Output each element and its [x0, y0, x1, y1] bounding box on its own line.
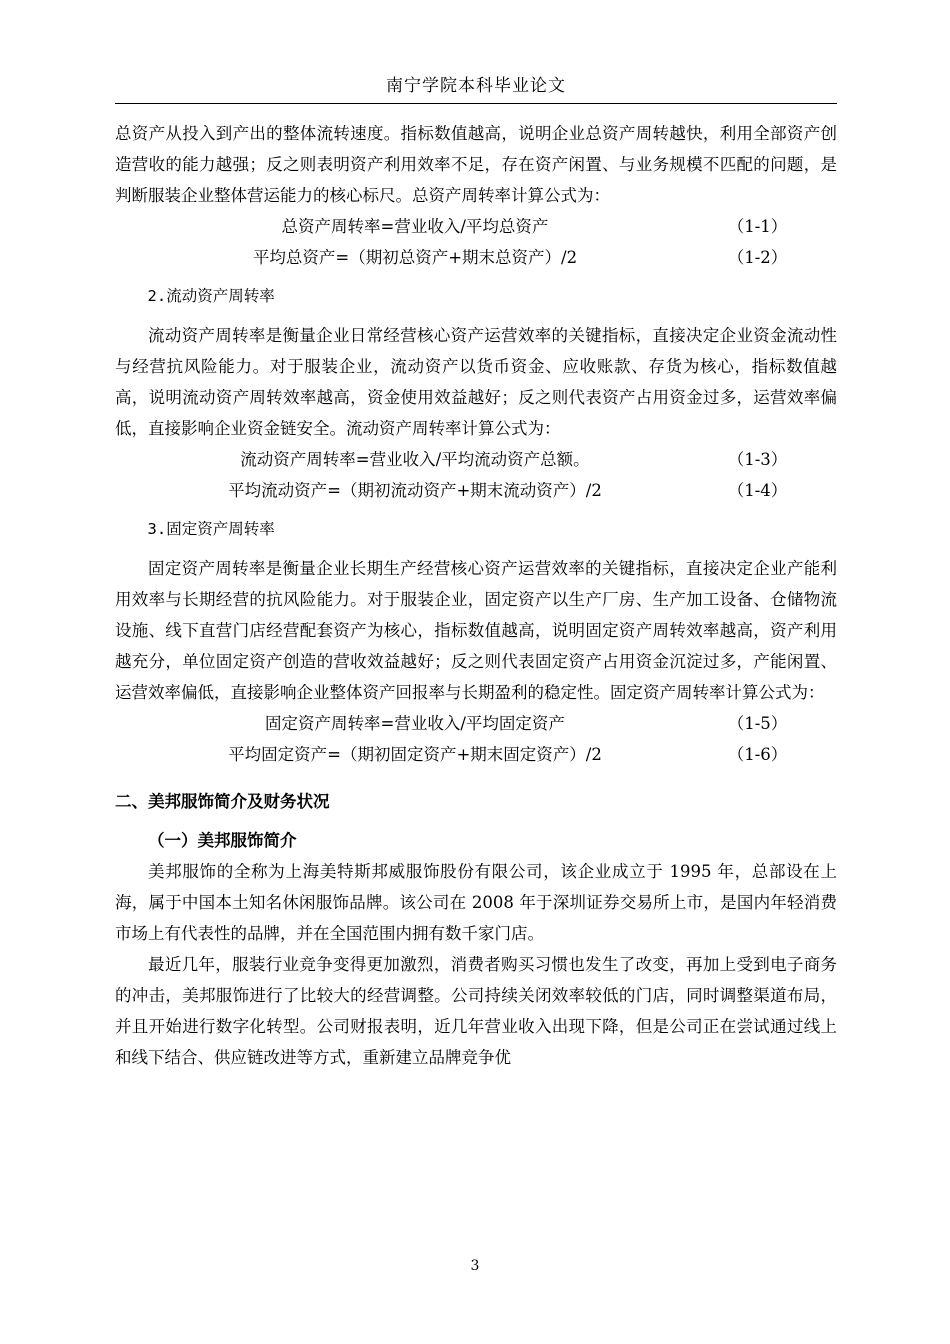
page-number: 3	[470, 1258, 480, 1274]
section-title: 二、美邦服饰简介及财务状况	[115, 792, 330, 811]
paragraph-total-asset-turnover: 总资产从投入到产出的整体流转速度。指标数值越高，说明企业总资产周转越快，利用全部资产创造营收的能力越强；反之则表明资产利用效率不足，存在资产闲置、与业务规模不匹配的问题，是判断服装企业整体营运能力的核心标尺。总资产周转率计算公式为：	[115, 124, 837, 205]
running-header: 南宁学院本科毕业论文	[386, 76, 566, 96]
formula-1-1	[115, 211, 837, 242]
formula-number: （1-2）	[727, 248, 788, 267]
subsection-title: （一）美邦服饰简介	[148, 831, 297, 850]
formula-1-6	[115, 739, 837, 770]
formula-expression: 固定资产周转率=营业收入/平均固定资产	[265, 714, 565, 733]
paragraph-fixed-asset-turnover: 固定资产周转率是衡量企业长期生产经营核心资产运营效率的关键指标，直接决定企业产能利用效率与长期经营的抗风险能力。对于服装企业，固定资产以生产厂房、生产加工设备、仓储物流设施、线下直营门店经营配套资产为核心，指标数值越高，说明固定资产周转效率越高，资产利用越充分，单位固定资产创造的营收效益越好；反之则代表固定资产占用资金沉淀过多，产能闲置、运营效率偏低，直接影响企业整体资产回报率与长期盈利的稳定性。固定资产周转率计算公式为：	[115, 559, 837, 702]
formula-1-4	[115, 475, 837, 506]
formula-expression: 平均总资产=（期初总资产+期末总资产）/2	[252, 248, 578, 267]
formula-number: （1-4）	[727, 481, 788, 500]
formula-number: （1-3）	[727, 450, 788, 469]
formula-1-3	[115, 444, 837, 475]
formula-1-2	[115, 242, 837, 273]
formula-number: （1-1）	[727, 217, 788, 236]
paragraph-company-intro: 美邦服饰的全称为上海美特斯邦威服饰股份有限公司，该企业成立于 1995 年，总部设在上海，属于中国本土知名休闲服饰品牌。该公司在 2008 年于深圳证券交易所上市，是国内年轻消费市场上有代表性的品牌，并在全国范围内拥有数千家门店。	[115, 862, 837, 943]
formula-1-5	[115, 708, 837, 739]
paragraph-current-asset-turnover: 流动资产周转率是衡量企业日常经营核心资产运营效率的关键指标，直接决定企业资金流动性与经营抗风险能力。对于服装企业，流动资产以货币资金、应收账款、存货为核心，指标数值越高，说明流动资产周转效率越高，资金使用效益越好；反之则代表资产占用资金过多，运营效率偏低，直接影响企业资金链安全。流动资产周转率计算公式为：	[115, 326, 837, 438]
paragraph-recent-years: 最近几年，服装行业竞争变得更加激烈，消费者购买习惯也发生了改变，再加上受到电子商务的冲击，美邦服饰进行了比较大的经营调整。公司持续关闭效率较低的门店，同时调整渠道布局，并且开始进行数字化转型。公司财报表明，近几年营业收入出现下降，但是公司正在尝试通过线上和线下结合、供应链改进等方式，重新建立品牌竞争优	[115, 955, 837, 1067]
header-rule	[115, 103, 837, 104]
heading-current-asset-turnover: 2.流动资产周转率	[147, 287, 275, 305]
formula-expression: 流动资产周转率=营业收入/平均流动资产总额。	[240, 450, 590, 469]
formula-expression: 总资产周转率=营业收入/平均总资产	[281, 217, 549, 236]
formula-number: （1-6）	[727, 745, 788, 764]
formula-expression: 平均流动资产=（期初流动资产+期末流动资产）/2	[228, 481, 602, 500]
formula-number: （1-5）	[727, 714, 788, 733]
heading-fixed-asset-turnover: 3.固定资产周转率	[147, 520, 275, 538]
formula-expression: 平均固定资产=（期初固定资产+期末固定资产）/2	[228, 745, 602, 764]
page-body	[115, 118, 837, 1073]
